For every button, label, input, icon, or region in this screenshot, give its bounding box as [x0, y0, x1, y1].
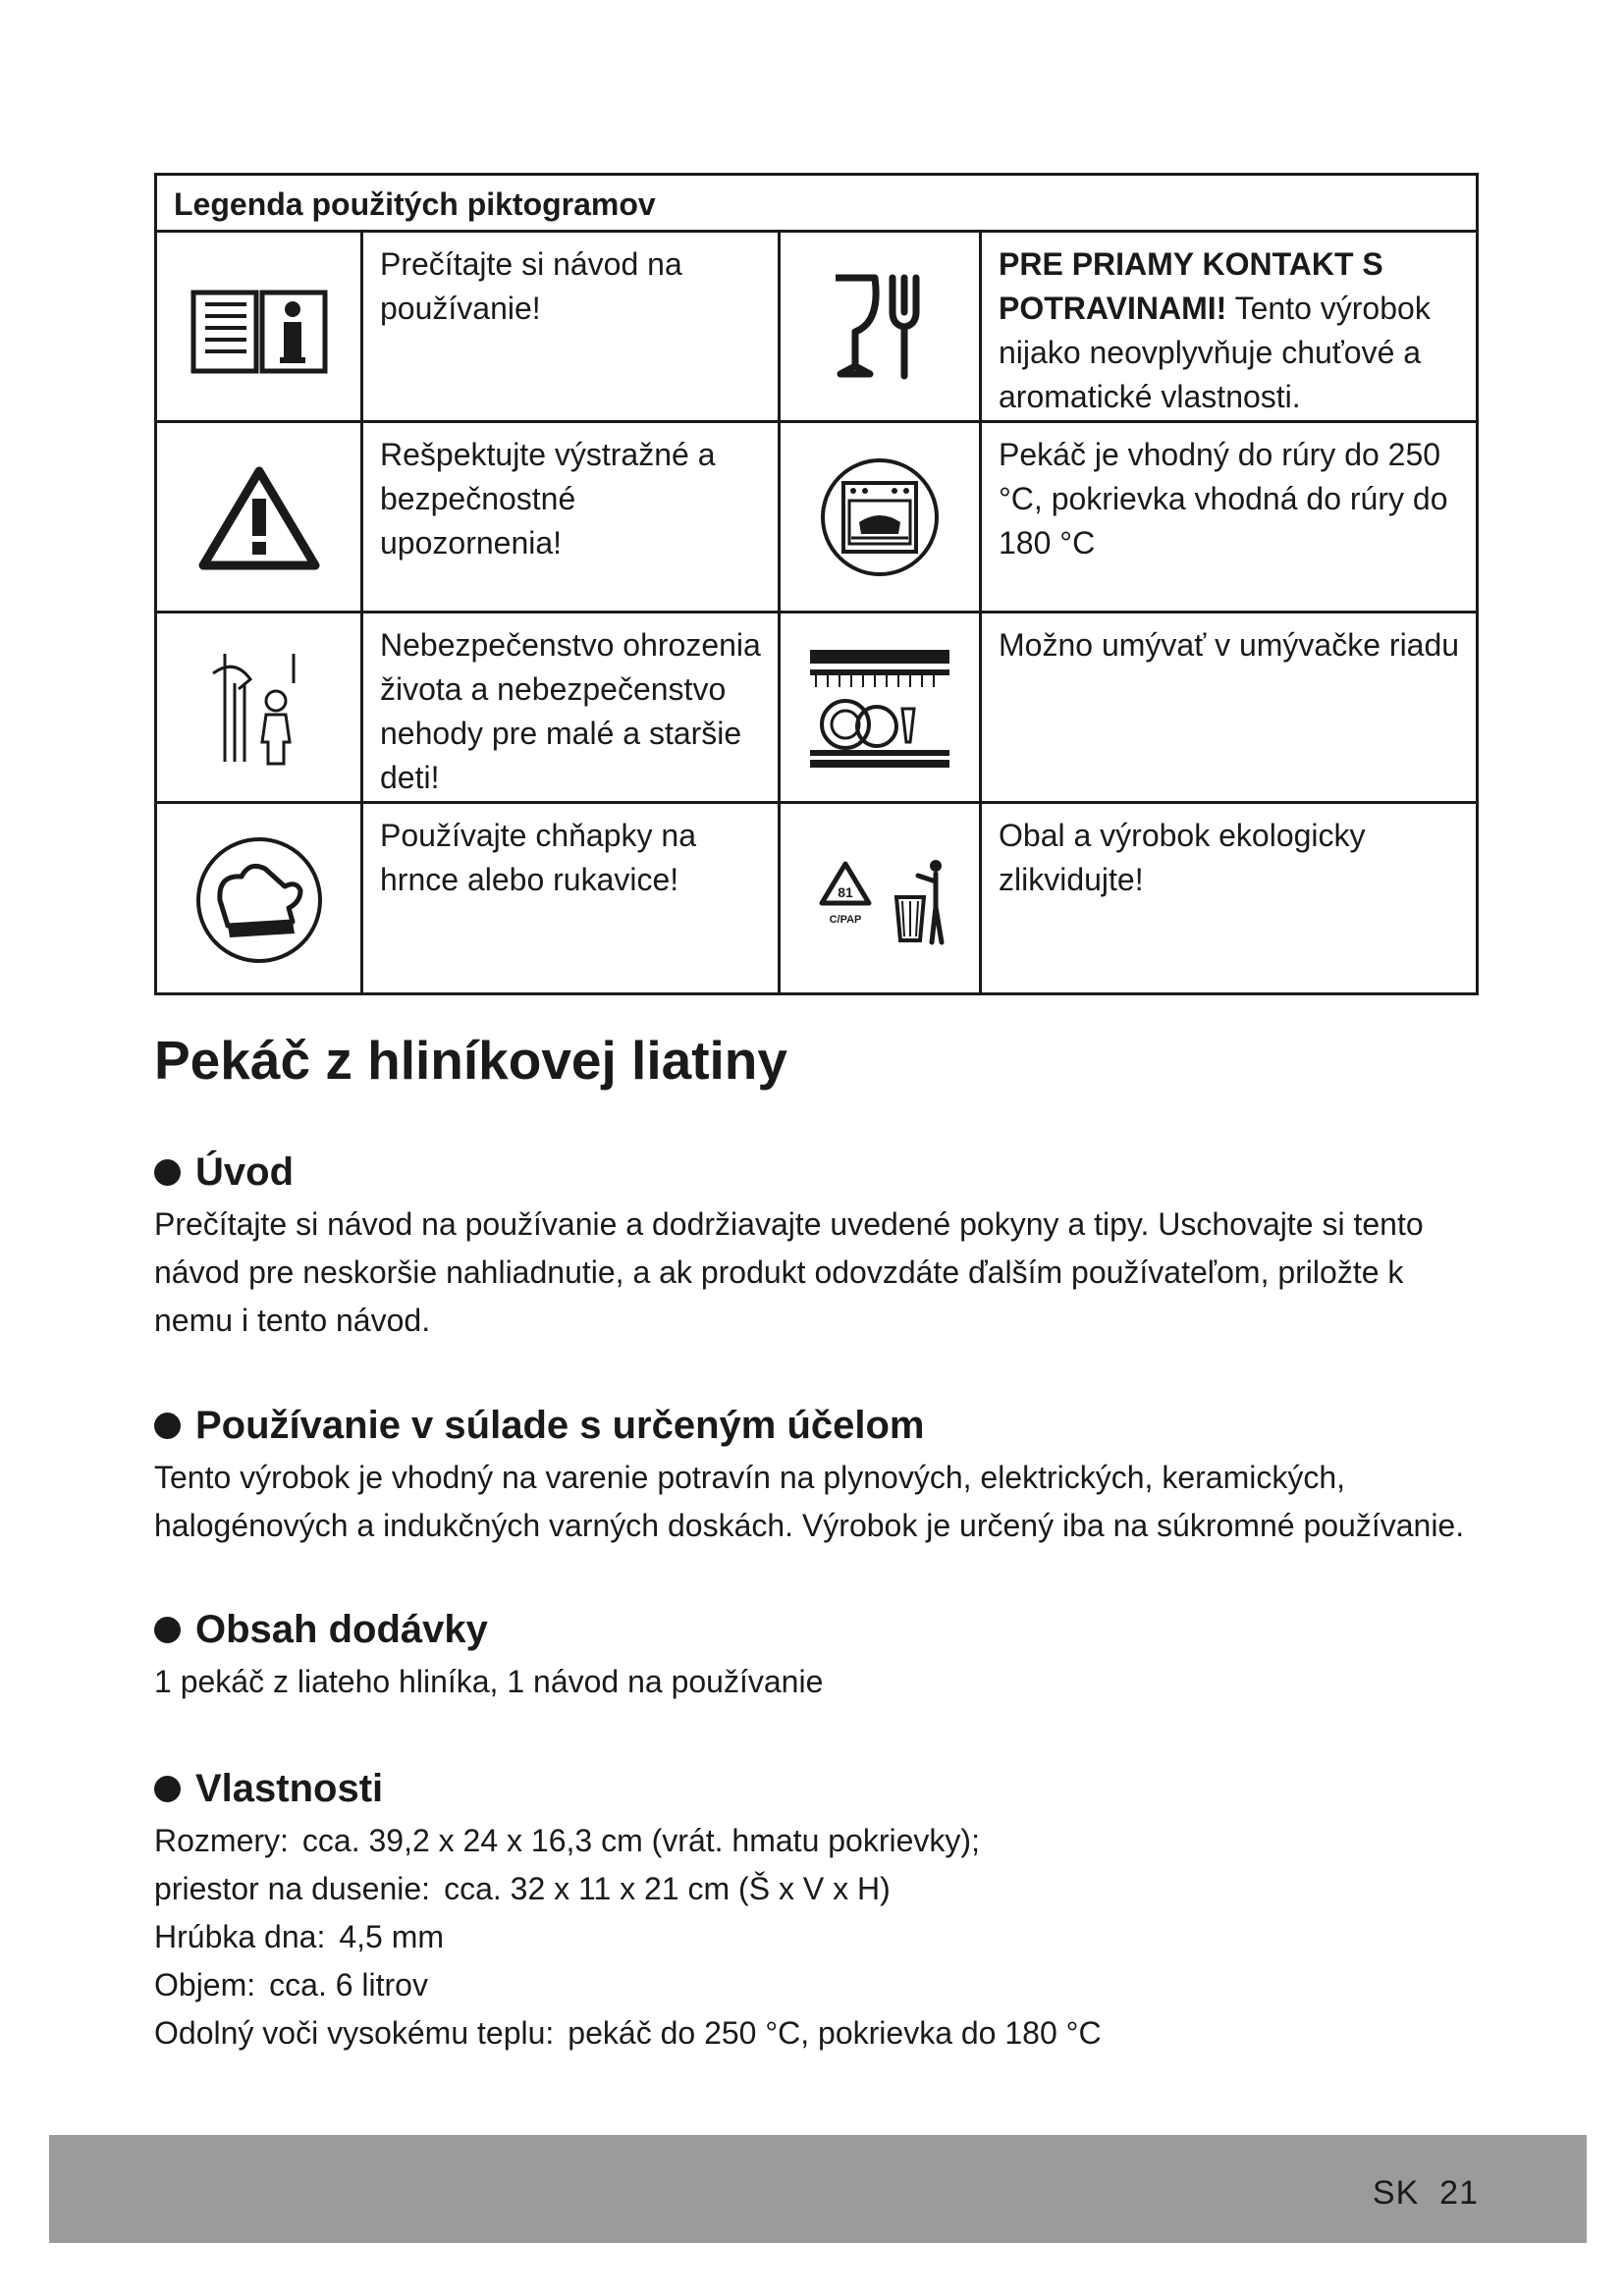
usage-heading: Používanie v súlade s určeným účelom — [195, 1404, 925, 1447]
legend-text-oven: Pekáč je vhodný do rúry do 250 °C, pokrievka vhodná do rúry do 180 °C — [999, 437, 1448, 561]
property-value: pekáč do 250 °C, pokrievka do 180 °C — [568, 2015, 1102, 2051]
oven-mitt-icon — [157, 804, 363, 995]
warning-triangle-icon — [157, 423, 363, 611]
legend-text-dishwasher: Možno umývať v umývačke riadu — [999, 627, 1460, 663]
intro-text: Prečítajte si návod na používanie a dodržiavajte uvedené pokyny a tipy. Uschovajte si tento návod pre neskoršie nahliadnutie, a ak produkt odovzdáte ďalším používateľom, priložte k nemu i tento návod. — [154, 1206, 1424, 1338]
section-contents — [154, 1608, 1489, 1706]
legend-text-warning: Rešpektujte výstražné a bezpečnostné upozornenia! — [363, 423, 781, 611]
footer-lang: SK — [1372, 2174, 1420, 2212]
legend-row — [157, 423, 1476, 614]
legend-row — [157, 233, 1476, 423]
section-heading — [154, 1767, 1489, 1811]
recycle-code: 81 — [838, 883, 853, 900]
property-row — [154, 1817, 1489, 1865]
page-title: Pekáč z hliníkovej liatiny — [154, 1030, 787, 1091]
bullet-icon — [154, 1413, 181, 1439]
food-safe-icon — [781, 233, 982, 420]
contents-heading: Obsah dodávky — [195, 1608, 488, 1651]
bullet-icon — [154, 1617, 181, 1643]
property-label: Rozmery: — [154, 1823, 289, 1858]
dishwasher-safe-icon — [781, 614, 982, 801]
properties-heading: Vlastnosti — [195, 1767, 384, 1810]
section-intro — [154, 1150, 1489, 1345]
legend-row — [157, 804, 1476, 995]
section-heading — [154, 1608, 1489, 1652]
legend-text-child-danger: Nebezpečenstvo ohrozenia života a nebezpečenstvo nehody pre malé a staršie deti! — [363, 614, 781, 801]
footer-page: 21 — [1439, 2174, 1479, 2212]
page-number — [1373, 2174, 1479, 2213]
section-properties — [154, 1767, 1489, 2057]
section-heading — [154, 1404, 1489, 1448]
legend-heading: Legenda použitých piktogramov — [157, 176, 1476, 233]
section-heading — [154, 1150, 1489, 1195]
food-safe-desc: Tento výrobok nijako neovplyvňuje chuťové a aromatické vlastnosti. — [999, 291, 1431, 414]
property-label: Odolný voči vysokému teplu: — [154, 2015, 555, 2051]
pictogram-legend-table — [154, 173, 1479, 995]
property-row — [154, 1865, 1489, 1913]
property-row — [154, 1913, 1489, 1961]
legend-text-food-safe — [982, 233, 1476, 420]
section-usage — [154, 1404, 1489, 1550]
property-label: Hrúbka dna: — [154, 1919, 326, 1954]
legend-text-dispose: Obal a výrobok ekologicky zlikvidujte! — [999, 818, 1366, 897]
recycle-dispose-icon — [781, 804, 982, 995]
oven-safe-icon — [781, 423, 982, 611]
property-value: cca. 39,2 x 24 x 16,3 cm (vrát. hmatu pokrievky); — [301, 1823, 980, 1858]
usage-text: Tento výrobok je vhodný na varenie potravín na plynových, elektrických, keramických, halogénových a indukčných varných doskách. Výrobok je určený iba na súkromné používanie. — [154, 1460, 1465, 1543]
recycle-label: C/PAP — [829, 913, 862, 926]
property-value: 4,5 mm — [339, 1919, 445, 1954]
property-value: cca. 32 x 11 x 21 cm (Š x V x H) — [444, 1871, 891, 1906]
property-row — [154, 1961, 1489, 2009]
property-label: priestor na dusenie: — [154, 1871, 431, 1906]
page-footer — [49, 2135, 1587, 2243]
legend-text-read-manual: Prečítajte si návod na používanie! — [363, 233, 781, 420]
legend-text-oven-mitt: Používajte chňapky na hrnce alebo rukavice! — [363, 804, 781, 995]
read-manual-icon — [157, 233, 363, 420]
property-label: Objem: — [154, 1967, 256, 2002]
intro-heading: Úvod — [195, 1150, 294, 1194]
property-value: cca. 6 litrov — [269, 1967, 428, 2002]
bullet-icon — [154, 1776, 181, 1802]
bullet-icon — [154, 1159, 181, 1186]
legend-row — [157, 614, 1476, 804]
property-row — [154, 2009, 1489, 2057]
food-safe-bold: PRE PRIAMY KONTAKT S POTRAVINAMI! — [999, 246, 1383, 326]
contents-text: 1 pekáč z liateho hliníka, 1 návod na používanie — [154, 1664, 824, 1699]
child-danger-icon — [157, 614, 363, 801]
